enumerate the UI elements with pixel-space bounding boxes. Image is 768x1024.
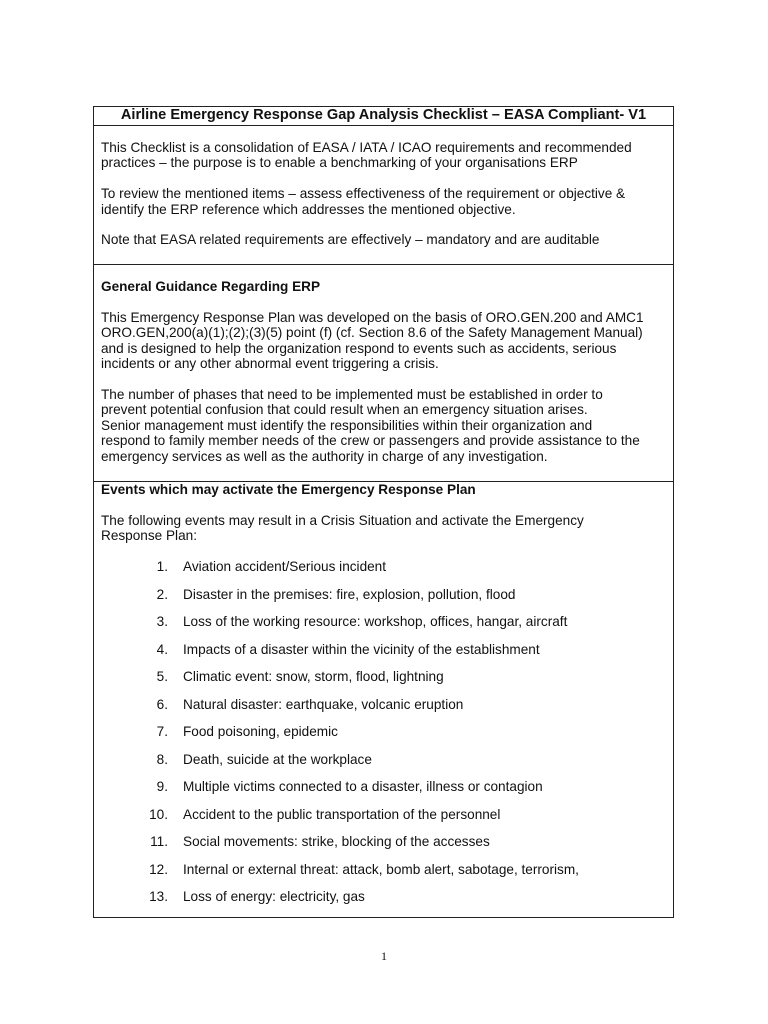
list-item-number: 10.	[149, 806, 168, 822]
guidance-line: incidents or any other abnormal event triggering a crisis.	[101, 356, 439, 371]
list-item-number: 3.	[156, 614, 168, 629]
list-item: Loss of energy: electricity, gas	[183, 889, 365, 904]
list-item: Internal or external threat: attack, bomb alert, sabotage, terrorism,	[183, 861, 579, 877]
guidance-line: respond to family member needs of the crew or passengers and provide assistance to the	[101, 433, 640, 448]
guidance-line: and is designed to help the organization respond to events such as accidents, serious	[101, 341, 617, 356]
list-item: Disaster in the premises: fire, explosion, pollution, flood	[183, 586, 516, 602]
list-item-number: 1.	[156, 559, 168, 574]
guidance-line: ORO.GEN,200(a)(1);(2);(3)(5) point (f) (cf. Section 8.6 of the Safety Management Manual)	[101, 325, 643, 340]
guidance-line: prevent potential confusion that could result when an emergency situation arises.	[101, 402, 588, 417]
list-item-number: 12.	[149, 861, 168, 877]
intro-line: This Checklist is a consolidation of EASA / IATA / ICAO requirements and recommended	[101, 140, 632, 155]
list-item-number: 5.	[156, 669, 168, 684]
intro-line: identify the ERP reference which addresses the mentioned objective.	[101, 202, 516, 217]
list-item-number: 13.	[149, 889, 168, 904]
list-item-number: 9.	[156, 779, 168, 794]
list-item: Multiple victims connected to a disaster, illness or contagion	[183, 779, 543, 794]
events-intro-line: Response Plan:	[101, 528, 197, 543]
guidance-line: emergency services as well as the authority in charge of any investigation.	[101, 449, 548, 464]
page-number: 1	[381, 949, 387, 963]
list-item: Food poisoning, epidemic	[183, 724, 338, 739]
guidance-line: The number of phases that need to be implemented must be established in order to	[101, 387, 603, 402]
events-heading: Events which may activate the Emergency Response Plan	[101, 482, 476, 497]
list-item-number: 7.	[156, 724, 168, 739]
list-item-number: 11.	[150, 834, 168, 849]
document-title: Airline Emergency Response Gap Analysis Checklist – EASA Compliant- V1	[120, 107, 647, 123]
guidance-heading: General Guidance Regarding ERP	[101, 279, 321, 294]
list-item: Loss of the working resource: workshop, offices, hangar, aircraft	[183, 614, 568, 629]
list-item-number: 4.	[156, 641, 168, 657]
list-item-number: 2.	[156, 586, 168, 602]
list-item: Accident to the public transportation of the personnel	[183, 806, 501, 822]
list-item-number: 6.	[156, 696, 168, 712]
list-item: Climatic event: snow, storm, flood, lightning	[183, 669, 444, 684]
list-item: Natural disaster: earthquake, volcanic eruption	[183, 696, 464, 712]
guidance-line: Senior management must identify the responsibilities within their organization and	[101, 418, 593, 433]
intro-line: To review the mentioned items – assess effectiveness of the requirement or objective &	[101, 186, 626, 201]
list-item: Death, suicide at the workplace	[183, 751, 372, 767]
list-item: Social movements: strike, blocking of the accesses	[183, 834, 490, 849]
guidance-line: This Emergency Response Plan was developed on the basis of ORO.GEN.200 and AMC1	[101, 310, 644, 325]
intro-line: practices – the purpose is to enable a benchmarking of your organisations ERP	[101, 155, 578, 170]
events-intro-line: The following events may result in a Crisis Situation and activate the Emergency	[101, 513, 584, 528]
list-item: Aviation accident/Serious incident	[183, 559, 387, 574]
list-item: Impacts of a disaster within the vicinity of the establishment	[183, 641, 540, 657]
list-item-number: 8.	[156, 751, 168, 767]
intro-line: Note that EASA related requirements are effectively – mandatory and are auditable	[101, 232, 600, 247]
